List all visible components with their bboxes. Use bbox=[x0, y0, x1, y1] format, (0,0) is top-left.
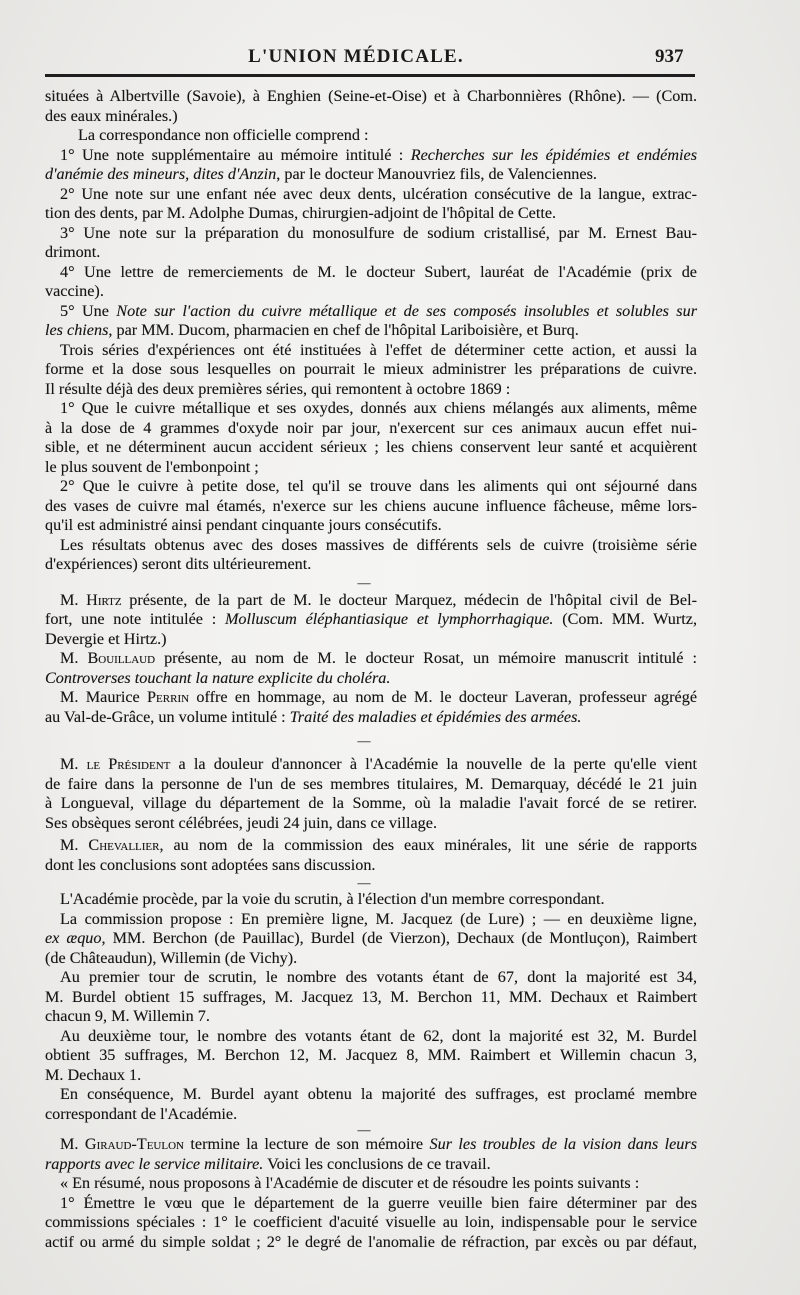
text-run: présente, de la part de M. le docteur Marquez, médecin de l'hôpital civil de Bel- bbox=[121, 590, 697, 609]
text-run: (Com. MM. Wurtz, bbox=[553, 610, 697, 628]
text-run: 1° Une note supplémentaire au mémoire intitulé : bbox=[60, 145, 411, 164]
paragraph bbox=[45, 688, 697, 727]
text-line bbox=[45, 165, 697, 185]
text-line bbox=[45, 949, 697, 969]
text-line bbox=[45, 107, 697, 127]
paragraph bbox=[45, 185, 697, 224]
text-run: (de Châteaudun), Willemin (de Vichy). bbox=[45, 948, 298, 967]
text-run: correspondant de l'Académie. bbox=[45, 1104, 238, 1123]
text-line bbox=[45, 497, 697, 517]
text-run: termine la lecture de son mémoire bbox=[183, 1135, 430, 1153]
text-run: 2° Que le cuivre à petite dose, tel qu'il se trouve dans les aliments qui ont séjourné dans bbox=[60, 477, 697, 495]
small-caps-name-run: Giraud-Teulon bbox=[84, 1135, 184, 1153]
text-line bbox=[45, 1046, 697, 1066]
paragraph bbox=[45, 263, 697, 302]
text-run: fort, une note intitulée : bbox=[45, 610, 225, 628]
text-run: sible, et ne déterminent aucun accident sérieux ; les chiens conservent leur santé et acquièrent bbox=[45, 438, 697, 456]
paragraph bbox=[45, 836, 697, 875]
text-run: M. bbox=[60, 1135, 85, 1153]
text-line bbox=[45, 555, 697, 575]
text-line bbox=[45, 1213, 697, 1233]
text-line bbox=[45, 968, 697, 988]
journal-running-title: L'UNION MÉDICALE. bbox=[248, 46, 464, 67]
text-line bbox=[45, 458, 697, 478]
text-run: qu'il est administré ainsi pendant cinquante jours consécutifs. bbox=[45, 516, 442, 534]
small-caps-name-run: le Président bbox=[86, 755, 171, 773]
text-line bbox=[45, 516, 697, 536]
text-run: à Longueval, village du département de la Somme, où la maladie l'avait forcé de se retirer. bbox=[45, 794, 697, 812]
text-line bbox=[45, 1135, 697, 1155]
separator-dash: — bbox=[357, 875, 371, 890]
text-run: L'Académie procède, par la voie du scrutin, à l'élection d'un membre correspondant. bbox=[60, 890, 605, 908]
text-run: Il résulte déjà des deux premières séries, qui remontent à octobre 1869 : bbox=[45, 379, 511, 398]
text-line bbox=[45, 282, 697, 302]
paragraph bbox=[45, 302, 697, 341]
paragraph bbox=[45, 890, 697, 910]
text-line bbox=[45, 1155, 697, 1175]
paragraph bbox=[45, 1085, 697, 1124]
text-line bbox=[45, 243, 697, 263]
italic-title-run: Molluscum éléphantiasique et lymphorrhagique. bbox=[224, 610, 554, 628]
text-line bbox=[45, 1007, 697, 1027]
italic-title-run: ex æquo bbox=[45, 929, 102, 947]
text-line bbox=[45, 856, 697, 876]
italic-title-run: Traité des maladies et épidémies des armées. bbox=[289, 707, 582, 726]
text-run: « En résumé, nous proposons à l'Académie de discuter et de résoudre les points suivants : bbox=[60, 1174, 640, 1192]
paragraph bbox=[45, 224, 697, 263]
text-line bbox=[45, 688, 697, 708]
text-line bbox=[45, 708, 697, 728]
text-run: Trois séries d'expériences ont été instituées à l'effet de déterminer cette action, et aussi la bbox=[60, 340, 697, 359]
text-line bbox=[45, 360, 697, 380]
text-line bbox=[45, 341, 697, 361]
text-run: En conséquence, M. Burdel ayant obtenu la majorité des suffrages, est proclamé membre bbox=[60, 1085, 697, 1103]
italic-title-run: Controverses touchant la nature explicite du choléra. bbox=[45, 668, 391, 687]
text-run: , au nom de la commission des eaux minérales, lit une série de rapports bbox=[159, 836, 697, 854]
text-run: des vases de cuivre mal étamés, n'exerce sur les chiens aucune influence fâcheuse, même lors- bbox=[45, 496, 697, 515]
text-line bbox=[45, 1066, 697, 1086]
text-run: , par MM. Ducom, pharmacien en chef de l'hôpital Lariboisière, et Burq. bbox=[108, 321, 579, 339]
text-run: commissions spéciales : 1° le coefficient d'acuité visuelle au loin, indispensable pour le service bbox=[45, 1213, 697, 1231]
text-run: dont les conclusions sont adoptées sans discussion. bbox=[45, 855, 376, 874]
paragraph bbox=[45, 1174, 697, 1194]
text-run: d'expériences) seront dits ultérieurement. bbox=[45, 555, 312, 573]
paragraph bbox=[45, 1027, 697, 1086]
paragraph bbox=[45, 126, 697, 146]
italic-title-run: d'anémie des mineurs, dites d'Anzin bbox=[45, 165, 277, 183]
text-run: M. bbox=[60, 836, 89, 854]
text-line bbox=[45, 1174, 697, 1194]
italic-title-run: les chiens bbox=[45, 321, 109, 339]
text-line bbox=[45, 321, 697, 341]
text-line bbox=[45, 988, 697, 1008]
text-run: Au deuxième tour, le nombre des votants étant de 62, dont la majorité est 32, M. Burdel bbox=[60, 1026, 697, 1045]
small-caps-name-run: Hirtz bbox=[86, 590, 122, 609]
text-run: Voici les conclusions de ce travail. bbox=[263, 1154, 491, 1173]
text-line bbox=[45, 836, 697, 856]
paragraph bbox=[45, 910, 697, 969]
text-run: 4° Une lettre de remerciements de M. le docteur Subert, lauréat de l'Académie (prix de bbox=[60, 262, 697, 281]
text-line bbox=[45, 185, 697, 205]
paragraph bbox=[45, 341, 697, 400]
page-number: 937 bbox=[655, 46, 684, 67]
text-line bbox=[45, 204, 697, 224]
text-line bbox=[45, 302, 697, 322]
text-run: Au premier tour de scrutin, le nombre des votants étant de 67, dont la majorité est 34, bbox=[60, 968, 697, 986]
text-run: 2° Une note sur une enfant née avec deux dents, ulcération consécutive de la langue, extrac- bbox=[60, 184, 697, 203]
text-run: M. bbox=[60, 649, 88, 667]
text-run: 1° Émettre le vœu que le département de la guerre veuille bien faire déterminer par des bbox=[60, 1193, 697, 1212]
text-line bbox=[45, 419, 697, 439]
paragraph bbox=[45, 1135, 697, 1174]
text-line bbox=[45, 477, 697, 497]
text-run: M. Maurice bbox=[60, 688, 148, 706]
text-line bbox=[45, 536, 697, 556]
separator-dash: — bbox=[357, 733, 371, 748]
text-run: à la dose de 4 grammes d'oxyde noir par jour, n'exercent sur ces animaux aucun effet nui- bbox=[45, 418, 697, 437]
text-line bbox=[45, 649, 697, 669]
paragraph bbox=[45, 968, 697, 1027]
paragraph bbox=[45, 536, 697, 575]
text-run: 3° Une note sur la préparation du monosulfure de sodium cristallisé, par M. Ernest Bau- bbox=[60, 223, 697, 242]
italic-title-run: rapports avec le service militaire. bbox=[45, 1154, 264, 1173]
text-run: , par le docteur Manouvriez fils, de Valenciennes. bbox=[276, 165, 597, 183]
text-run: M. Burdel obtient 15 suffrages, M. Jacquez 13, M. Berchon 11, MM. Dechaux et Raimbert bbox=[45, 987, 697, 1006]
text-line bbox=[45, 380, 697, 400]
separator-dash: — bbox=[357, 574, 371, 590]
text-line bbox=[45, 1105, 697, 1125]
paragraph bbox=[45, 755, 697, 833]
text-line bbox=[45, 87, 697, 107]
text-run: drimont. bbox=[45, 243, 101, 261]
italic-title-run: Sur les troubles de la vision dans leurs bbox=[429, 1135, 697, 1153]
text-line bbox=[45, 399, 697, 419]
text-run: offre en hommage, au nom de M. le docteur Laveran, professeur agrégé bbox=[189, 688, 698, 706]
text-run: Ses obsèques seront célébrées, jeudi 24 juin, dans ce village. bbox=[45, 813, 437, 832]
text-run: M. bbox=[60, 590, 87, 609]
text-line bbox=[45, 910, 697, 930]
text-line bbox=[45, 814, 697, 834]
text-line bbox=[45, 126, 697, 146]
text-run: 1° Que le cuivre métallique et ses oxydes, donnés aux chiens mélangés aux aliments, même bbox=[60, 399, 697, 417]
body-text-column bbox=[45, 87, 697, 1252]
text-run: Devergie et Hirtz.) bbox=[45, 629, 167, 648]
text-line bbox=[45, 1233, 697, 1253]
text-run: a la douleur d'annoncer à l'Académie la nouvelle de la perte qu'elle vient bbox=[170, 755, 697, 773]
italic-title-run: Recherches sur les épidémies et endémies bbox=[410, 145, 698, 164]
paragraph bbox=[45, 87, 697, 126]
text-run: vaccine). bbox=[45, 282, 104, 300]
text-run: au Val-de-Grâce, un volume intitulé : bbox=[45, 707, 290, 726]
paragraph bbox=[45, 591, 697, 650]
text-run: La correspondance non officielle comprend : bbox=[78, 126, 369, 144]
small-caps-name-run: Perrin bbox=[147, 688, 190, 706]
text-line bbox=[45, 438, 697, 458]
text-run: tion des dents, par M. Adolphe Dumas, chirurgien-adjoint de l'hôpital de Cette. bbox=[45, 204, 557, 222]
text-run: actif ou armé du simple soldat ; 2° le degré de l'anomalie de réfraction, par excès ou par défaut, bbox=[45, 1232, 697, 1251]
text-line bbox=[45, 610, 697, 630]
text-line bbox=[45, 775, 697, 795]
text-run: 5° Une bbox=[60, 301, 117, 320]
text-run: des eaux minérales.) bbox=[45, 106, 178, 125]
italic-title-run: Note sur l'action du cuivre métallique et de ses composés insolubles et solubles sur bbox=[116, 301, 697, 320]
text-line bbox=[45, 755, 697, 775]
text-line bbox=[45, 224, 697, 244]
text-line bbox=[45, 794, 697, 814]
text-run: présente, au nom de M. le docteur Rosat, un mémoire manuscrit intitulé : bbox=[155, 649, 697, 667]
text-line bbox=[45, 591, 697, 611]
text-line bbox=[45, 669, 697, 689]
text-line bbox=[45, 630, 697, 650]
text-line bbox=[45, 263, 697, 283]
text-run: M. Dechaux 1. bbox=[45, 1065, 142, 1084]
text-run: Les résultats obtenus avec des doses massives de différents sels de cuivre (troisième série bbox=[60, 535, 697, 554]
text-run: situées à Albertville (Savoie), à Enghien (Seine-et-Oise) et à Charbonnières (Rhône). — (Com. bbox=[45, 87, 697, 105]
text-run: , MM. Berchon (de Pauillac), Burdel (de Vierzon), Dechaux (de Montluçon), Raimbert bbox=[101, 929, 697, 947]
text-run: de faire dans la personne de l'un de ses membres titulaires, M. Demarquay, décédé le 21 juin bbox=[45, 774, 697, 793]
text-run: forme et la dose sous lesquelles on pourrait le mieux administrer les préparations de cuivre. bbox=[45, 360, 697, 378]
separator-dash: — bbox=[357, 1124, 371, 1135]
paragraph bbox=[45, 477, 697, 536]
header-rule bbox=[45, 74, 695, 77]
text-run: obtient 35 suffrages, M. Berchon 12, M. Jacquez 8, MM. Raimbert et Willemin chacun 3, bbox=[45, 1046, 697, 1064]
paragraph bbox=[45, 399, 697, 477]
paragraph bbox=[45, 1194, 697, 1253]
text-line bbox=[45, 1085, 697, 1105]
text-line bbox=[45, 1194, 697, 1214]
text-line bbox=[45, 146, 697, 166]
text-line bbox=[45, 890, 697, 910]
paragraph bbox=[45, 146, 697, 185]
text-run: La commission propose : En première ligne, M. Jacquez (de Lure) ; — en deuxième ligne, bbox=[60, 909, 697, 928]
paragraph bbox=[45, 649, 697, 688]
text-run: le plus souvent de l'embonpoint ; bbox=[45, 457, 259, 476]
text-line bbox=[45, 929, 697, 949]
text-line bbox=[45, 1027, 697, 1047]
small-caps-name-run: Bouillaud bbox=[87, 649, 156, 667]
text-run: M. bbox=[60, 755, 87, 773]
small-caps-name-run: Chevallier bbox=[88, 836, 160, 854]
text-run: chacun 9, M. Willemin 7. bbox=[45, 1007, 210, 1025]
